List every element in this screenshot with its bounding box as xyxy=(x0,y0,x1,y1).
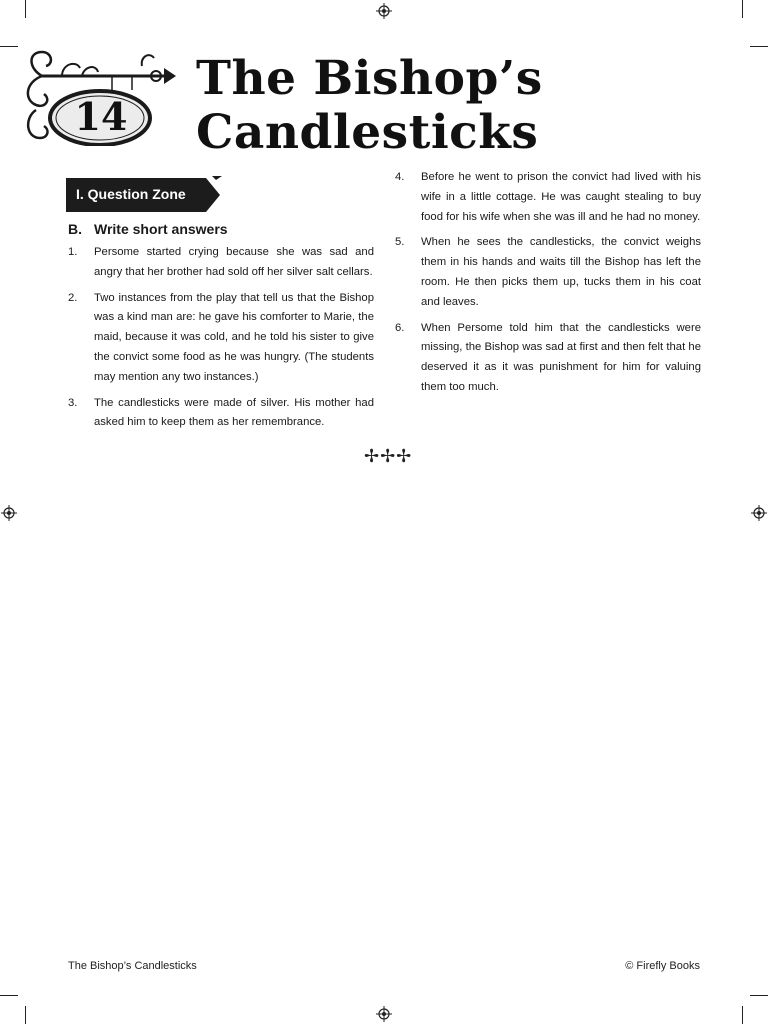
answer-text: Two instances from the play that tell us that the Bishop was a kind man are: he gave his comforter to Marie, the maid, because it was cold, and he told his sister to give the convict some food as he was hungry. (The students may mention any two instances.) xyxy=(94,291,374,383)
crop-mark-bottom-left-h xyxy=(0,995,18,996)
answer-number: 3. xyxy=(68,396,78,409)
crop-mark-top-left-h xyxy=(0,46,18,47)
footer-left: The Bishop’s Candlesticks xyxy=(68,960,197,972)
registration-mark-icon-top xyxy=(376,3,392,19)
answer-item xyxy=(68,394,374,434)
crop-mark-bottom-left-v xyxy=(25,1006,26,1024)
answer-text: Persome started crying because she was sad and angry that her brother had sold off her silver salt cellars. xyxy=(94,246,374,278)
crop-mark-bottom-right-h xyxy=(750,995,768,996)
crop-mark-top-right-h xyxy=(750,46,768,47)
crop-mark-top-right-v xyxy=(742,0,743,18)
answer-text: When he sees the candlesticks, the convict weighs them in his hands and waits till the Bishop has left the room. He then picks them up, tucks them in his coat and leaves. xyxy=(421,236,701,308)
chapter-title-line-1: The Bishop’s xyxy=(196,51,543,106)
subsection-title: Write short answers xyxy=(94,221,228,237)
section-separator: ✢✢✢ xyxy=(364,446,413,466)
registration-mark-icon-right xyxy=(751,505,767,521)
answer-item xyxy=(68,243,374,283)
answer-item xyxy=(395,168,701,227)
answer-text: When Persome told him that the candlesticks were missing, the Bishop was sad at first and then felt that he deserved it as it was punishment for him for valuing them too much. xyxy=(421,321,701,393)
footer-right: © Firefly Books xyxy=(625,960,700,972)
crop-mark-top-left-v xyxy=(25,0,26,18)
crop-mark-bottom-right-v xyxy=(742,1006,743,1024)
answer-number: 5. xyxy=(395,236,405,249)
answer-item xyxy=(395,233,701,312)
section-banner-label: I. Question Zone xyxy=(76,186,186,202)
chapter-title xyxy=(196,52,616,160)
answer-number: 1. xyxy=(68,246,78,258)
registration-mark-icon-bottom xyxy=(376,1006,392,1022)
answers-left-column xyxy=(68,243,374,439)
chapter-number: 14 xyxy=(74,94,128,139)
answer-number: 2. xyxy=(68,291,78,304)
answer-item xyxy=(395,319,701,398)
answer-number: 4. xyxy=(395,171,405,183)
answer-item xyxy=(68,289,374,388)
subsection-heading xyxy=(68,221,228,237)
answer-number: 6. xyxy=(395,321,405,334)
answer-text: The candlesticks were made of silver. His mother had asked him to keep them as her remembrance. xyxy=(94,396,374,429)
chapter-title-line-2: Candlesticks xyxy=(196,105,539,160)
answer-text: Before he went to prison the convict had lived with his wife in a little cottage. He was caught stealing to buy food for his wife when she was ill and he had no money. xyxy=(421,171,701,223)
registration-mark-icon-left xyxy=(1,505,17,521)
answers-right-column xyxy=(395,168,701,404)
subsection-number: B. xyxy=(68,221,82,237)
